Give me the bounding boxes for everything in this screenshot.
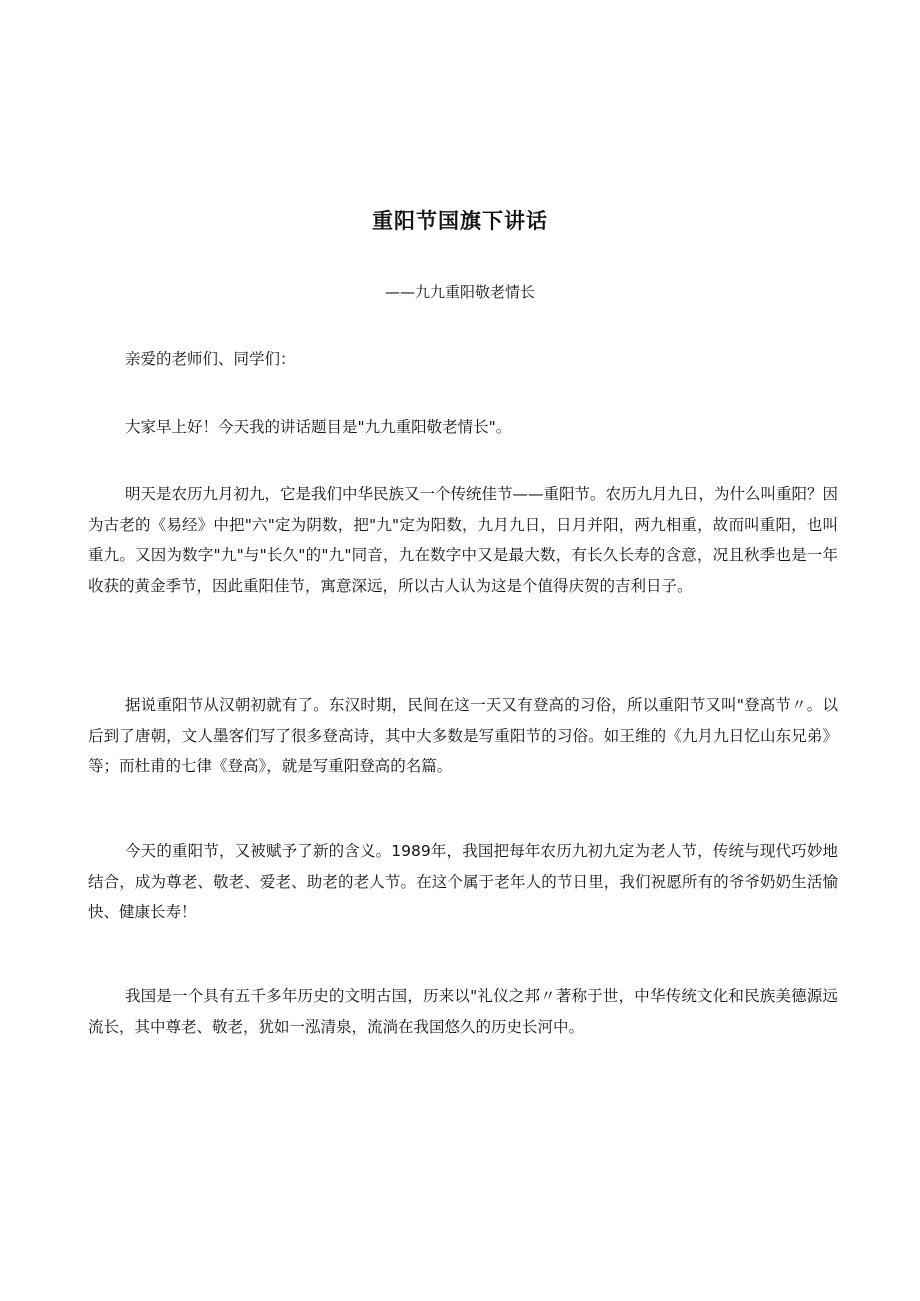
document-title: 重阳节国旗下讲话 bbox=[372, 209, 548, 233]
greeting: 亲爱的老师们、同学们： bbox=[125, 350, 296, 368]
document-subtitle: ——九九重阳敬老情长 bbox=[384, 283, 535, 301]
paragraph-1: 大家早上好！今天我的讲话题目是"九九重阳敬老情长"。 bbox=[125, 418, 512, 436]
paragraph-5: 我国是一个具有五千多年历史的文明古国，历来以"礼仪之邦〃著称于世，中华传统文化和民族美德源远流长，其中尊老、敬老，犹如一泓清泉，流淌在我国悠久的历史长河中。 bbox=[88, 987, 838, 1036]
paragraph-2: 明天是农历九月初九，它是我们中华民族又一个传统佳节——重阳节。农历九月九日，为什么叫重阳？因为古老的《易经》中把"六"定为阴数，把"九"定为阳数，九月九日，日月并阳，两九相重，故而叫重阳，也叫重九。又因为数字"九"与"长久"的"九"同音，九在数字中又是最大数，有长久长寿的含意，况且秋季也是一年收获的黄金季节，因此重阳佳节，寓意深远，所以古人认为这是个值得庆贺的吉利日子。 bbox=[88, 485, 839, 595]
paragraph-4: 今天的重阳节，又被赋予了新的含义。1989年，我国把每年农历九初九定为老人节，传统与现代巧妙地结合，成为尊老、敬老、爱老、助老的老人节。在这个属于老年人的节日里，我们祝愿所有的爷爷奶奶生活愉快、健康长寿！ bbox=[88, 842, 838, 921]
paragraph-3: 据说重阳节从汉朝初就有了。东汉时期，民间在这一天又有登高的习俗，所以重阳节又叫"登高节〃。以后到了唐朝，文人墨客们写了很多登高诗，其中大多数是写重阳节的习俗。如王维的《九月九日忆山东兄弟》等；而杜甫的七律《登高》，就是写重阳登高的名篇。 bbox=[88, 696, 838, 775]
